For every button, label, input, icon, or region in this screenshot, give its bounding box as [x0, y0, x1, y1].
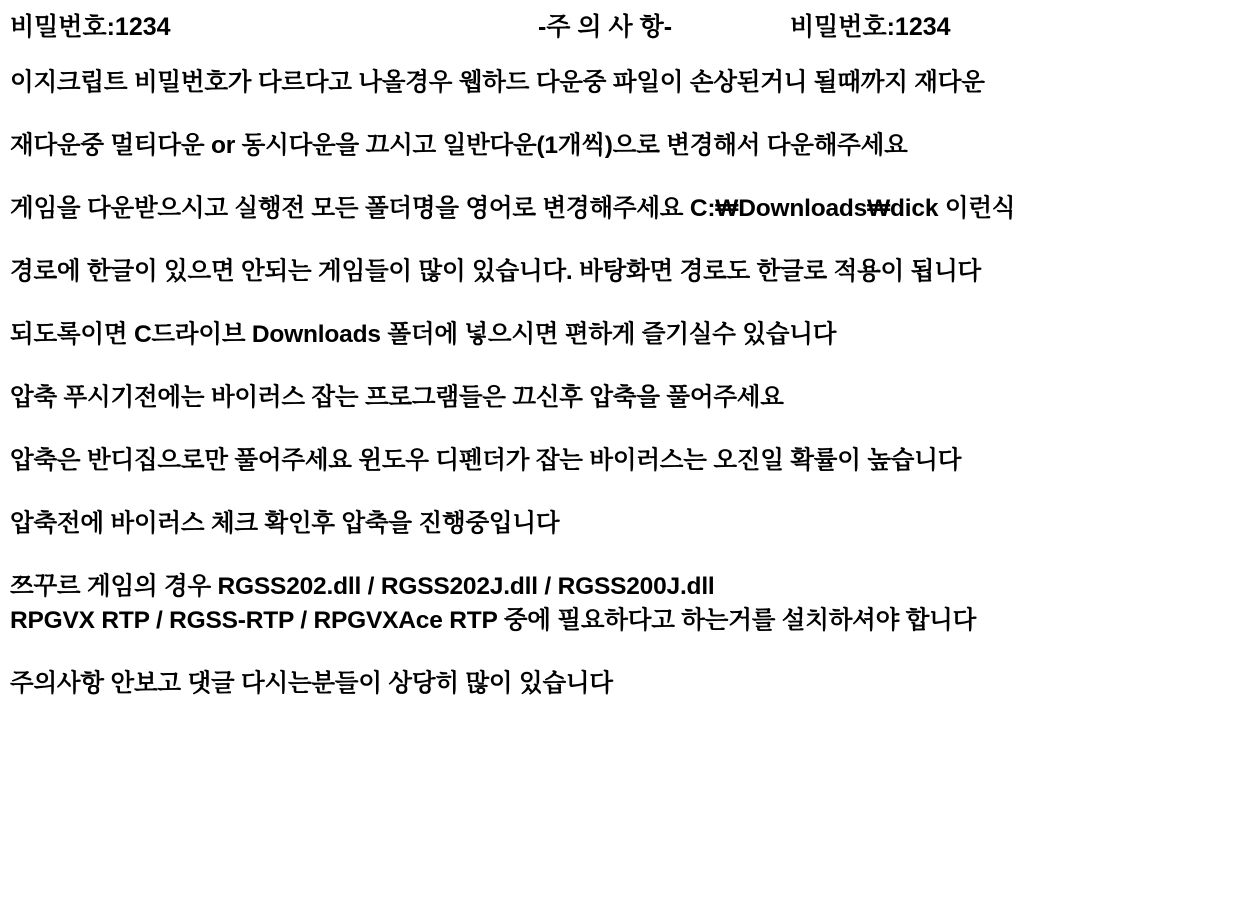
notice-line: 경로에 한글이 있으면 안되는 게임들이 많이 있습니다. 바탕화면 경로도 한글로 적용이 됩니다 — [10, 258, 982, 285]
page-title: -주 의 사 항- — [537, 13, 673, 41]
notice-line: 게임을 다운받으시고 실행전 모든 폴더명을 영어로 변경해주세요 C:₩Downloads₩dick 이런식 — [10, 195, 1016, 222]
notice-line: 되도록이면 C드라이브 Downloads 폴더에 넣으시면 편하게 즐기실수 있습니다 — [10, 321, 837, 348]
notice-line: 쯔꾸르 게임의 경우 RGSS202.dll / RGSS202J.dll / RGSS200J.dll — [10, 573, 715, 600]
password-right-label: 비밀번호:1234 — [790, 13, 951, 41]
document-header — [10, 8, 1236, 46]
notice-line: 압축은 반디집으로만 풀어주세요 윈도우 디펜더가 잡는 바이러스는 오진일 확률이 높습니다 — [10, 447, 962, 474]
notice-line: 주의사항 안보고 댓글 다시는분들이 상당히 많이 있습니다 — [10, 670, 613, 697]
notice-line: RPGVX RTP / RGSS-RTP / RPGVXAce RTP 중에 필요하다고 하는거를 설치하셔야 합니다 — [10, 607, 977, 634]
notice-body — [10, 68, 1236, 699]
notice-line: 압축전에 바이러스 체크 확인후 압축을 진행중입니다 — [10, 510, 560, 537]
notice-line: 압축 푸시기전에는 바이러스 잡는 프로그램들은 끄신후 압축을 풀어주세요 — [10, 384, 784, 411]
notice-line: 이지크립트 비밀번호가 다르다고 나올경우 웹하드 다운중 파일이 손상된거니 될때까지 재다운 — [10, 69, 985, 96]
notice-line: 재다운중 멀티다운 or 동시다운을 끄시고 일반다운(1개씩)으로 변경해서 다운해주세요 — [10, 132, 908, 159]
password-left-label: 비밀번호:1234 — [10, 13, 171, 41]
